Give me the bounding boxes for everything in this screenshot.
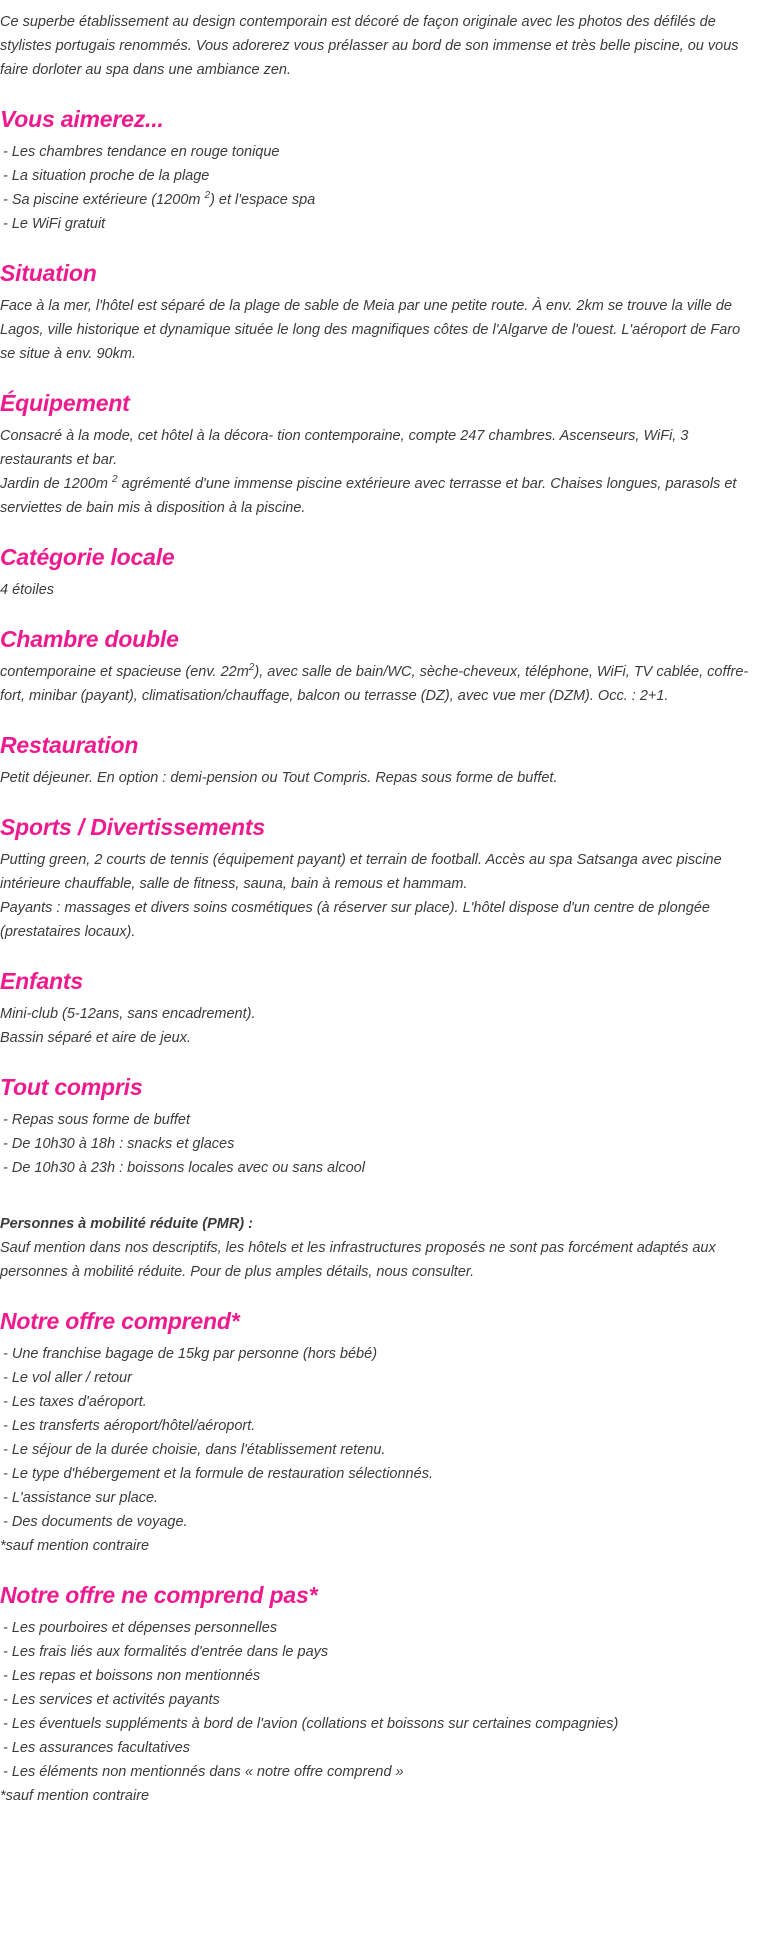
equipement-text: Consacré à la mode, cet hôtel à la décora- tion contemporaine, compte 247 chambres. Ascenseurs, WiFi, 3 restaurants et bar. (0, 428, 689, 468)
superscript: 2 (248, 662, 255, 674)
restauration-text: Petit déjeuner. En option : demi-pension ou Tout Compris. Repas sous forme de buffet. (0, 770, 558, 786)
chambre-text-part: ), avec salle de bain/WC, sèche-cheveux, téléphone, WiFi, TV cablée, coffre-fort, minibar (payant), climatisation/chauffage, balcon ou terrasse (DZ), avec vue mer (DZM). Occ. : 2+1. (0, 664, 749, 704)
list-item (0, 188, 758, 212)
sports-text: Putting green, 2 courts de tennis (équipement payant) et terrain de football. Accès au spa Satsanga avec piscine intérieure chauffable, salle de fitness, sauna, bain à remous et hammam. (0, 852, 722, 892)
list-item: - De 10h30 à 23h : boissons locales avec ou sans alcool (3, 1160, 365, 1176)
enfants-heading: Enfants (0, 968, 83, 994)
pmr-heading: Personnes à mobilité réduite (PMR) : (0, 1216, 253, 1232)
chambre-text (0, 660, 758, 708)
list-item: - De 10h30 à 18h : snacks et glaces (3, 1136, 235, 1152)
equipement-text-part: Jardin de 1200m (0, 476, 113, 492)
list-item: - Les pourboires et dépenses personnelles (3, 1620, 278, 1636)
categorie-text: 4 étoiles (0, 582, 55, 598)
pmr-text: Sauf mention dans nos descriptifs, les hôtels et les infrastructures proposés ne sont pas forcément adaptés aux personnes à mobilité réduite. Pour de plus amples détails, nous consulter. (0, 1240, 716, 1280)
offre-ne-comprend-section (0, 1580, 758, 1808)
tout-compris-section (0, 1072, 758, 1180)
situation-heading: Situation (0, 260, 97, 286)
list-item-text: - Sa piscine extérieure (1200m (3, 192, 205, 208)
tout-compris-heading: Tout compris (0, 1074, 143, 1100)
categorie-section (0, 542, 758, 602)
situation-text: Face à la mer, l'hôtel est séparé de la plage de sable de Meia par une petite route. À env. 2km se trouve la ville de Lagos, ville historique et dynamique située le long des magnifiques côtes de l'Algarve de l'ouest. L'aéroport de Faro se situe à env. 90km. (0, 298, 741, 362)
vous-aimerez-section (0, 104, 758, 236)
superscript: 2 (204, 190, 211, 202)
list-item: - Les frais liés aux formalités d'entrée dans le pays (3, 1644, 329, 1660)
vous-aimerez-heading: Vous aimerez... (0, 106, 164, 132)
equipement-text-part: agrémenté d'une immense piscine extérieure avec terrasse et bar. Chaises longues, parasols et serviettes de bain mis à disposition à la piscine. (0, 476, 737, 516)
list-item: - Les transferts aéroport/hôtel/aéroport. (3, 1418, 256, 1434)
offre-ne-comprend-heading: Notre offre ne comprend pas* (0, 1582, 318, 1608)
list-item: - Le vol aller / retour (3, 1370, 132, 1386)
offre-comprend-section (0, 1306, 758, 1558)
list-item: - Les assurances facultatives (3, 1740, 190, 1756)
sports-heading: Sports / Divertissements (0, 814, 265, 840)
equipement-text (0, 472, 758, 520)
equipement-heading: Équipement (0, 390, 130, 416)
enfants-text: Bassin séparé et aire de jeux. (0, 1030, 192, 1046)
enfants-section (0, 966, 758, 1050)
list-item: - L'assistance sur place. (3, 1490, 159, 1506)
restauration-section (0, 730, 758, 790)
list-item: - Repas sous forme de buffet (3, 1112, 190, 1128)
list-item: - Les repas et boissons non mentionnés (3, 1668, 261, 1684)
restauration-heading: Restauration (0, 732, 139, 758)
sports-section (0, 812, 758, 944)
list-item: - Les éléments non mentionnés dans « notre offre comprend » (3, 1764, 404, 1780)
intro-text: Ce superbe établissement au design contemporain est décoré de façon originale avec les photos des défilés de stylistes portugais renommés. Vous adorerez vous prélasser au bord de son immense et très belle piscine, ou vous faire dorloter au spa dans une ambiance zen. (0, 14, 739, 78)
list-item: - Les éventuels suppléments à bord de l'avion (collations et boissons sur certaines compagnies) (3, 1716, 619, 1732)
categorie-heading: Catégorie locale (0, 544, 175, 570)
list-item-text: ) et l'espace spa (210, 192, 316, 208)
list-item: - La situation proche de la plage (3, 168, 210, 184)
intro-section (0, 0, 758, 82)
list-item: - Les services et activités payants (3, 1692, 220, 1708)
footnote: *sauf mention contraire (0, 1788, 150, 1804)
list-item: - Une franchise bagage de 15kg par personne (hors bébé) (3, 1346, 378, 1362)
footnote: *sauf mention contraire (0, 1538, 150, 1554)
equipement-section (0, 388, 758, 520)
list-item: - Le WiFi gratuit (3, 216, 106, 232)
pmr-section (0, 1212, 758, 1284)
list-item: - Le type d'hébergement et la formule de restauration sélectionnés. (3, 1466, 433, 1482)
list-item: - Les chambres tendance en rouge tonique (3, 144, 280, 160)
list-item: - Le séjour de la durée choisie, dans l'établissement retenu. (3, 1442, 386, 1458)
offre-comprend-heading: Notre offre comprend* (0, 1308, 240, 1334)
situation-section (0, 258, 758, 366)
sports-text: Payants : massages et divers soins cosmétiques (à réserver sur place). L'hôtel dispose d'un centre de plongée (prestataires locaux). (0, 900, 710, 940)
list-item: - Les taxes d'aéroport. (3, 1394, 147, 1410)
superscript: 2 (112, 474, 118, 486)
chambre-heading: Chambre double (0, 626, 179, 652)
chambre-section (0, 624, 758, 708)
list-item: - Des documents de voyage. (3, 1514, 188, 1530)
enfants-text: Mini-club (5-12ans, sans encadrement). (0, 1006, 256, 1022)
chambre-text-part: contemporaine et spacieuse (env. 22m (0, 664, 249, 680)
